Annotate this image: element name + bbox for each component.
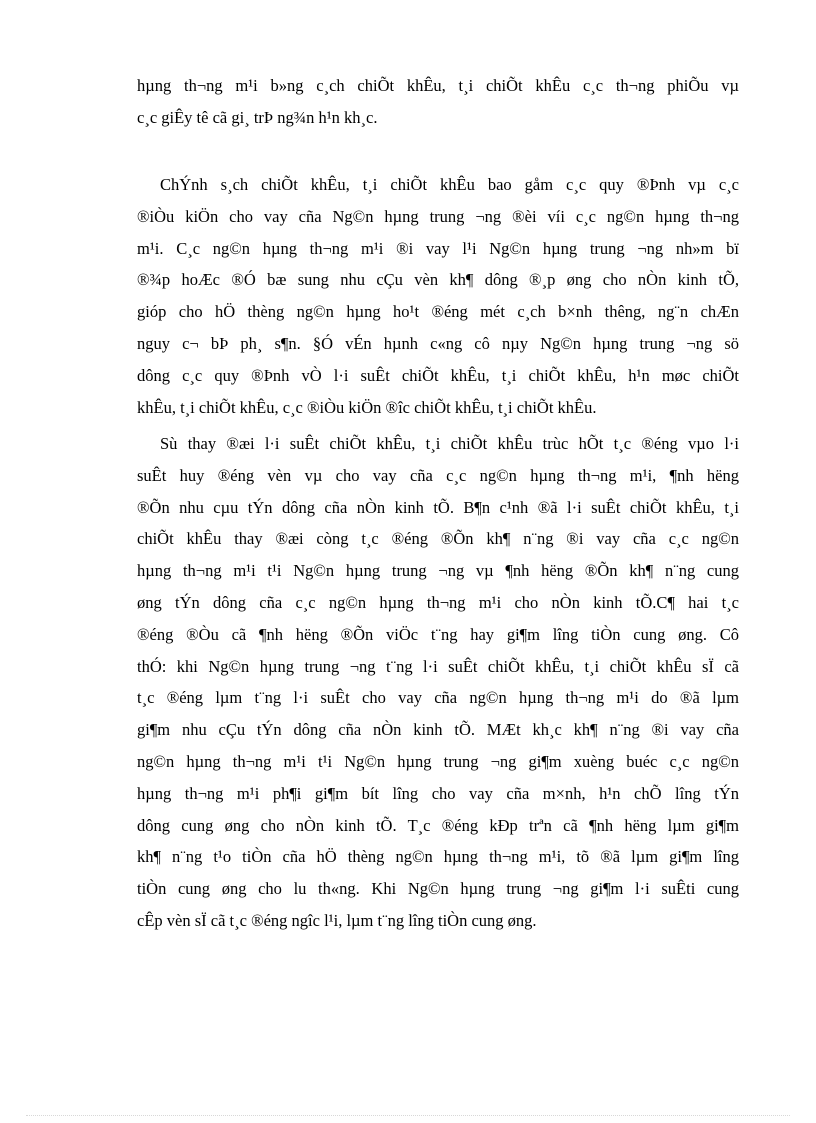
paragraph-line: øng tÝn dông cña c¸c ng©n hµng th¬ng m¹i cho nÒn kinh tÕ.C¶ hai t¸c bbox=[137, 592, 739, 612]
paragraph-line: hµng th¬ng m¹i ph¶i gi¶m bít lîng cho vay cña m×nh, h¹n chÕ lîng tÝn bbox=[137, 783, 739, 803]
paragraph-line: nguy c¬ bÞ ph¸ s¶n. §Ó vÉn hµnh c«ng cô nµy Ng©n hµng trung ¬ng sö bbox=[137, 333, 739, 353]
paragraph-line: thÓ: khi Ng©n hµng trung ¬ng t¨ng l·i suÊt chiÕt khÊu, t¸i chiÕt khÊu sÏ cã bbox=[137, 656, 739, 676]
paragraph-line: t¸c ®éng lµm t¨ng l·i suÊt cho vay cña ng©n hµng th¬ng m¹i do ®ã lµm bbox=[137, 688, 739, 708]
paragraph-line: chiÕt khÊu thay ®æi còng t¸c ®éng ®Õn kh¶ n¨ng ®i vay cña c¸c ng©n bbox=[137, 529, 739, 549]
page-bottom-divider bbox=[26, 1115, 790, 1116]
paragraph-line: ®iÒu kiÖn cho vay cña Ng©n hµng trung ¬ng ®èi víi c¸c ng©n hµng th¬ng bbox=[137, 206, 739, 226]
paragraph-line: kh¶ n¨ng t¹o tiÒn cña hÖ thèng ng©n hµng th¬ng m¹i, tõ ®ã lµm gi¶m lîng bbox=[137, 847, 739, 867]
paragraph-line: c¸c giÊy tê cã gi¸ trÞ ng¾n h¹n kh¸c. bbox=[137, 107, 378, 127]
paragraph-line: ®Õn nhu cµu tÝn dông cña nÒn kinh tÕ. B¶n c¹nh ®ã l·i suÊt chiÕt khÊu, t¸i bbox=[137, 497, 739, 517]
paragraph-line: khÊu, t¸i chiÕt khÊu, c¸c ®iÒu kiÖn ®îc chiÕt khÊu, t¸i chiÕt khÊu. bbox=[137, 397, 597, 417]
paragraph-line: gióp cho hÖ thèng ng©n hµng ho¹t ®éng mét c¸ch b×nh thêng, ng¨n chÆn bbox=[137, 302, 739, 322]
paragraph-2 bbox=[137, 169, 739, 423]
paragraph-line: Sù thay ®æi l·i suÊt chiÕt khÊu, t¸i chiÕt khÊu trùc hÕt t¸c ®éng vµo l·i bbox=[160, 434, 739, 453]
paragraph-line: dông c¸c quy ®Þnh vÒ l·i suÊt chiÕt khÊu, t¸i chiÕt khÊu, h¹n møc chiÕt bbox=[137, 365, 739, 385]
paragraph-line: ®¾p hoÆc ®Ó bæ sung nhu cÇu vèn kh¶ dông ®¸p øng cho nÒn kinh tÕ, bbox=[137, 270, 739, 290]
paragraph-line: m¹i. C¸c ng©n hµng th¬ng m¹i ®i vay l¹i Ng©n hµng trung ¬ng nh»m bï bbox=[137, 238, 739, 258]
paragraph-line: tiÒn cung øng cho lu th«ng. Khi Ng©n hµng trung ¬ng gi¶m l·i suÊti cung bbox=[137, 879, 739, 899]
paragraph-3 bbox=[137, 428, 739, 937]
paragraph-line: suÊt huy ®éng vèn vµ cho vay cña c¸c ng©n hµng th¬ng m¹i, ¶nh hëng bbox=[137, 465, 739, 485]
paragraph-line: ®éng ®Òu cã ¶nh hëng ®Õn viÖc t¨ng hay gi¶m lîng tiÒn cung øng. Cô bbox=[137, 624, 739, 644]
paragraph-line: ng©n hµng th¬ng m¹i t¹i Ng©n hµng trung ¬ng gi¶m xuèng buéc c¸c ng©n bbox=[137, 751, 739, 771]
paragraph-line: hµng th¬ng m¹i t¹i Ng©n hµng trung ¬ng vµ ¶nh hëng ®Õn kh¶ n¨ng cung bbox=[137, 561, 739, 581]
paragraph-1 bbox=[137, 70, 739, 134]
paragraph-line: ChÝnh s¸ch chiÕt khÊu, t¸i chiÕt khÊu bao gåm c¸c quy ®Þnh vµ c¸c bbox=[160, 175, 739, 194]
paragraph-line: dông cung øng cho nÒn kinh tÕ. T¸c ®éng kÐp trªn cã ¶nh hëng lµm gi¶m bbox=[137, 815, 739, 835]
paragraph-line: gi¶m nhu cÇu tÝn dông cña nÒn kinh tÕ. MÆt kh¸c kh¶ n¨ng ®i vay cña bbox=[137, 720, 739, 740]
paragraph-line: cÊp vèn sÏ cã t¸c ®éng ngîc l¹i, lµm t¨ng lîng tiÒn cung øng. bbox=[137, 910, 537, 930]
paragraph-line: hµng th¬ng m¹i b»ng c¸ch chiÕt khÊu, t¸i chiÕt khÊu c¸c th¬ng phiÕu vµ bbox=[137, 76, 739, 95]
